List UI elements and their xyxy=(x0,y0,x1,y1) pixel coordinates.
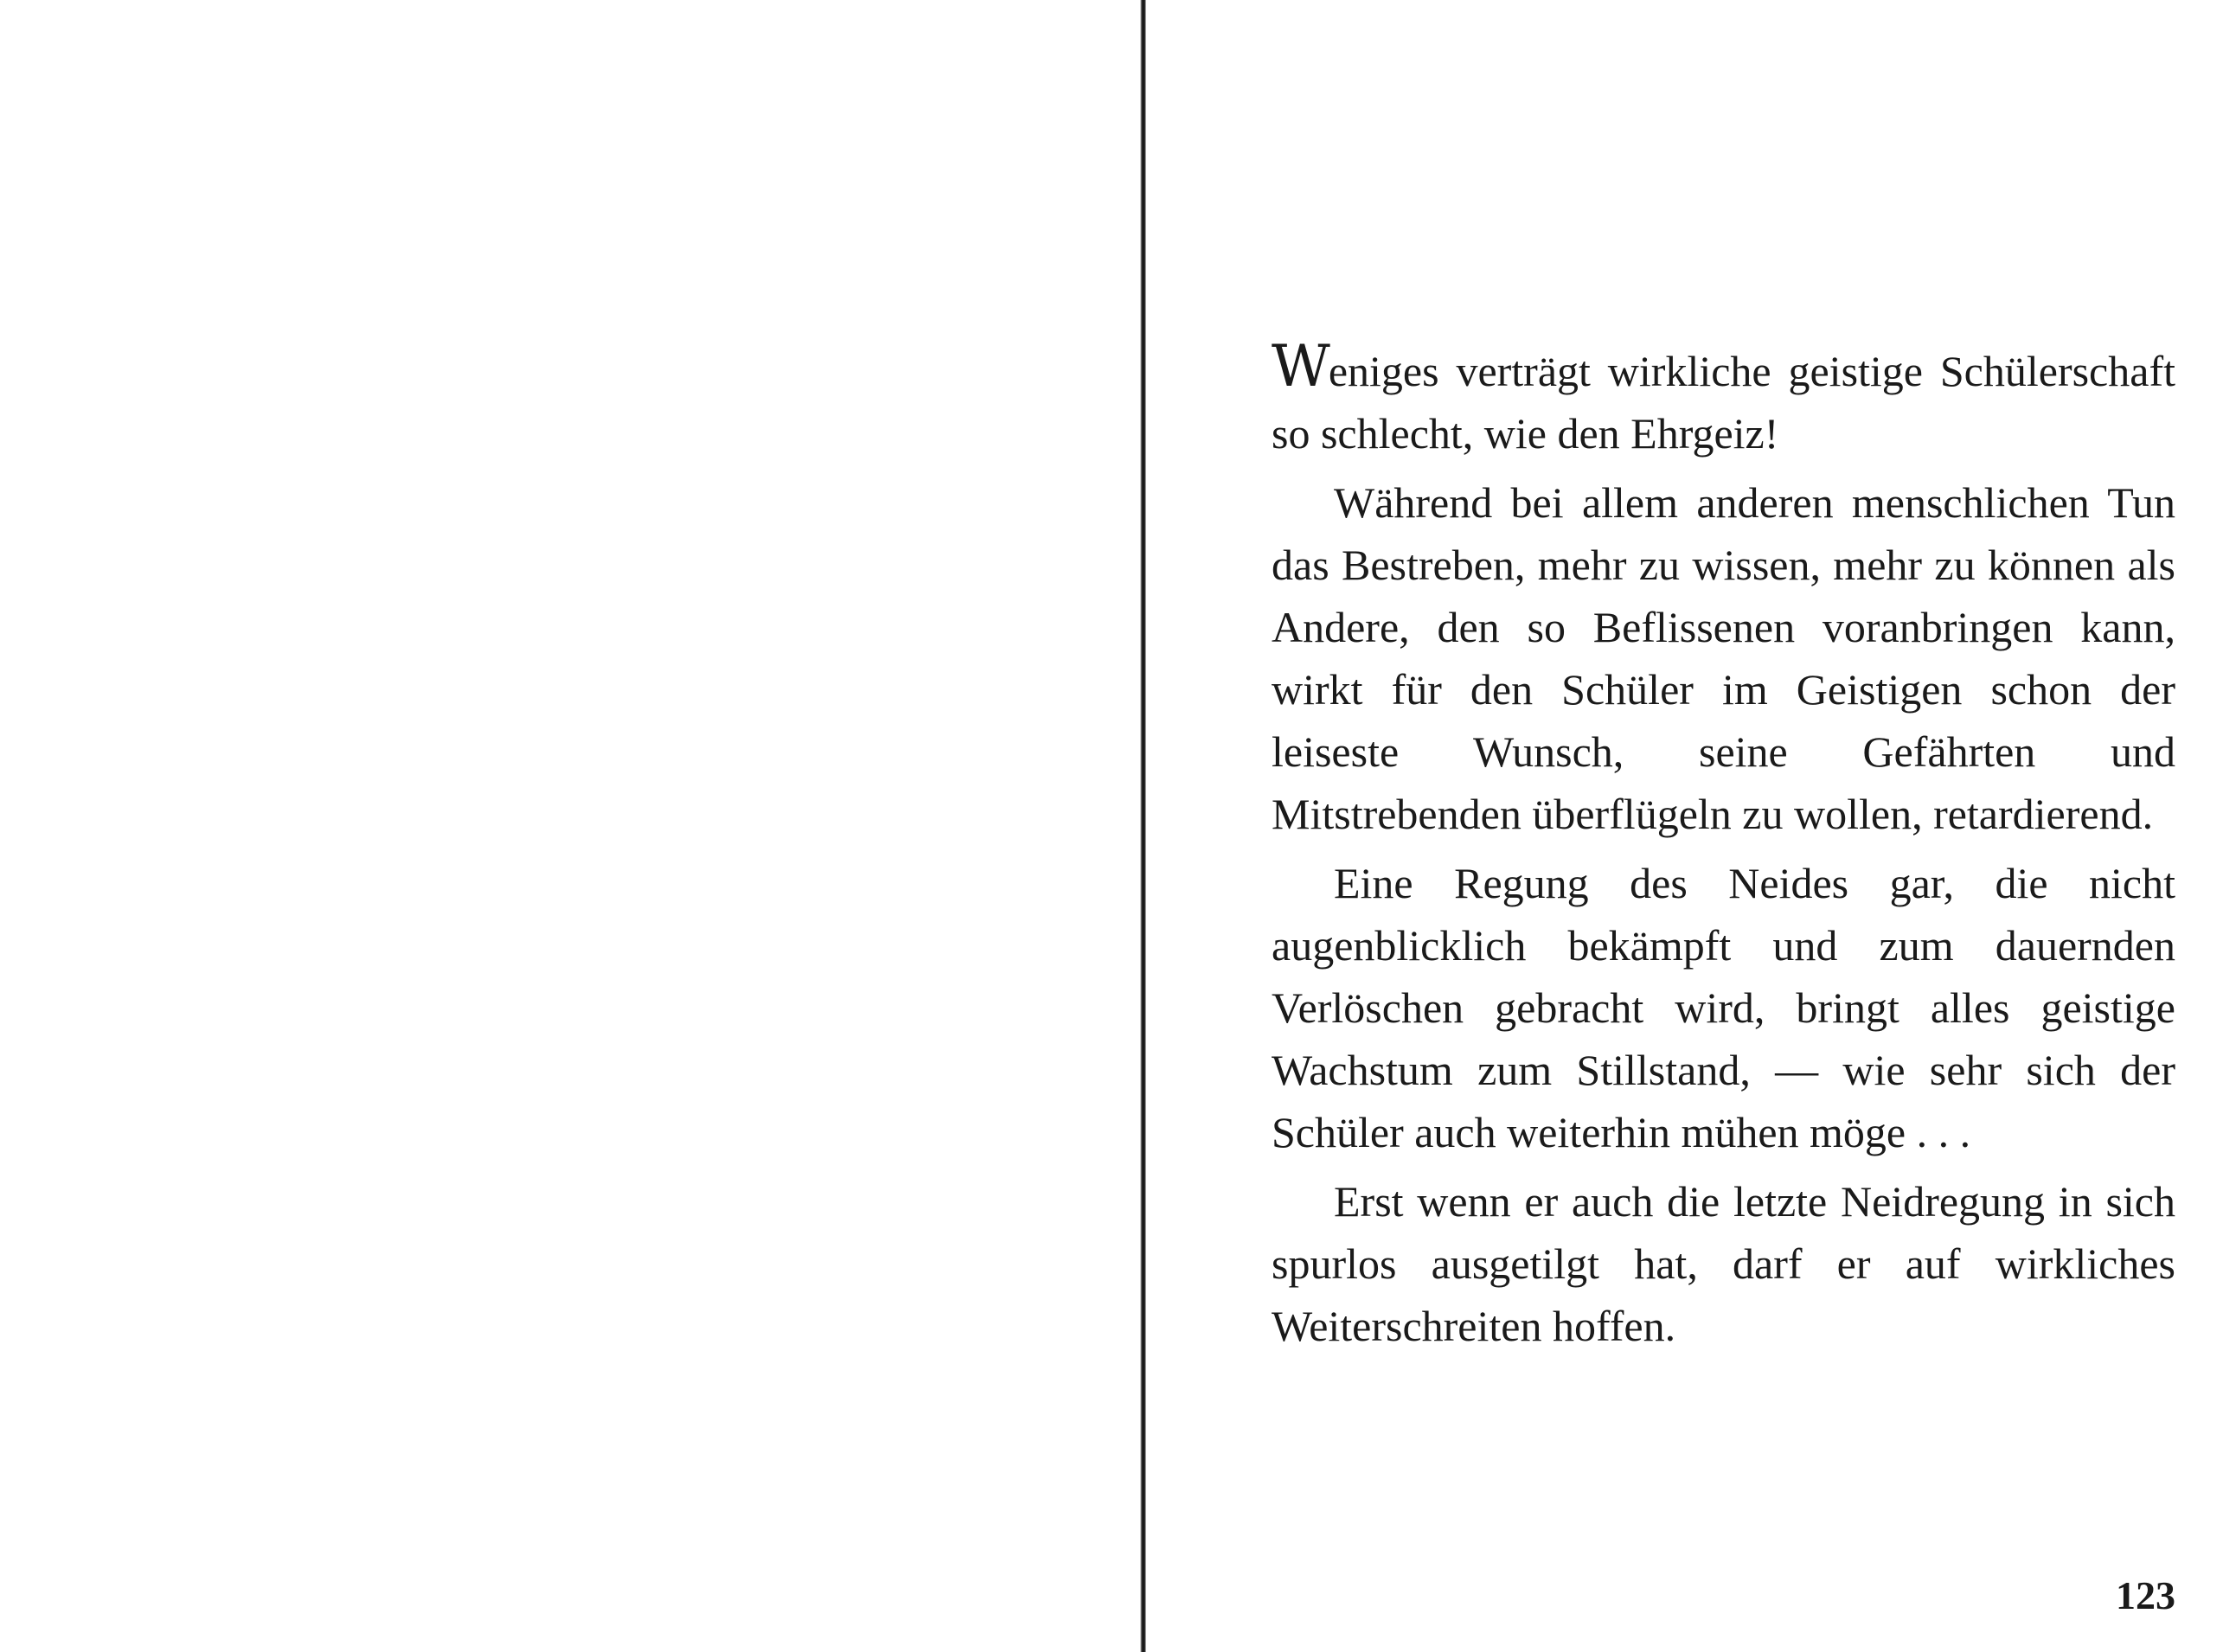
page-number: 123 xyxy=(2116,1573,2175,1617)
body-text xyxy=(1272,333,2175,1364)
paragraph-2: Während bei allem anderen menschlichen Tun das Bestreben, mehr zu wissen, mehr zu können als Andere, den so Beflissenen voranbringen kann, wirkt für den Schüler im Geistigen schon der leiseste Wunsch, seine Gefährten und Mitstrebenden überflügeln zu wollen, retardierend. xyxy=(1272,478,2175,838)
paragraph-1 xyxy=(1272,333,2175,464)
book-gutter xyxy=(1140,0,1146,1652)
initial-letter: W xyxy=(1272,333,1329,400)
paragraph-4: Erst wenn er auch die letzte Neidregung in sich spurlos ausgetilgt hat, darf er auf wirkliches Weiterschreiten hoffen. xyxy=(1272,1177,2175,1350)
right-page xyxy=(1150,0,2223,1652)
paragraph-3: Eine Regung des Neides gar, die nicht augenblicklich bekämpft und zum dauernden Verlöschen gebracht wird, bringt alles geistige Wachstum zum Stillstand, — wie sehr sich der Schüler auch weiterhin mühen möge . . . xyxy=(1272,859,2175,1156)
paragraph-1-text: eniges verträgt wirkliche geistige Schülerschaft so schlecht, wie den Ehrgeiz! xyxy=(1272,347,2175,458)
